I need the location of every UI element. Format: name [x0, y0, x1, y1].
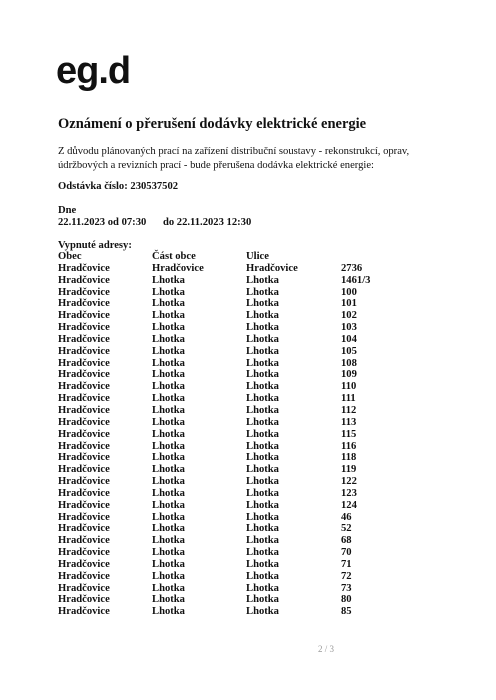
cell-ulice: Lhotka	[246, 535, 279, 547]
cell-cast-obce: Lhotka	[152, 416, 185, 428]
cell-cast-obce: Lhotka	[152, 322, 185, 334]
cell-obec: Hradčovice	[58, 298, 110, 310]
cell-ulice: Lhotka	[246, 570, 279, 582]
cell-cislo: 46	[341, 511, 352, 523]
cell-cast-obce: Lhotka	[152, 381, 185, 393]
cell-ulice: Lhotka	[246, 476, 279, 488]
cell-ulice: Lhotka	[246, 487, 279, 499]
cell-cislo: 73	[341, 582, 352, 594]
cell-ulice: Lhotka	[246, 499, 279, 511]
date-heading: Dne	[58, 205, 77, 216]
cell-ulice: Lhotka	[246, 416, 279, 428]
cell-ulice: Lhotka	[246, 333, 279, 345]
header-cast-obce: Část obce	[152, 251, 196, 262]
cell-ulice: Lhotka	[246, 558, 279, 570]
cell-cast-obce: Lhotka	[152, 535, 185, 547]
cell-obec: Hradčovice	[58, 499, 110, 511]
cell-ulice: Lhotka	[246, 582, 279, 594]
cell-cislo: 102	[341, 310, 357, 322]
cell-ulice: Lhotka	[246, 440, 279, 452]
cell-obec: Hradčovice	[58, 357, 110, 369]
cell-obec: Hradčovice	[58, 558, 110, 570]
cell-ulice: Lhotka	[246, 298, 279, 310]
cell-cislo: 119	[341, 464, 357, 476]
cell-ulice: Lhotka	[246, 594, 279, 606]
cell-cislo: 85	[341, 606, 352, 618]
cell-cast-obce: Lhotka	[152, 523, 185, 535]
cell-cislo: 115	[341, 428, 357, 440]
cell-cislo: 104	[341, 333, 357, 345]
cell-obec: Hradčovice	[58, 487, 110, 499]
document-title: Oznámení o přerušení dodávky elektrické energie	[58, 116, 367, 132]
page-number: 2 / 3	[318, 644, 335, 654]
cell-cast-obce: Lhotka	[152, 582, 185, 594]
cell-cislo: 72	[341, 570, 352, 582]
cell-cislo: 100	[341, 286, 357, 298]
cell-cast-obce: Lhotka	[152, 393, 185, 405]
cell-obec: Hradčovice	[58, 262, 110, 274]
header-ulice: Ulice	[246, 251, 269, 262]
cell-cislo: 101	[341, 298, 357, 310]
cell-cast-obce: Lhotka	[152, 606, 185, 618]
cell-cislo: 111	[341, 393, 356, 405]
cell-cast-obce: Lhotka	[152, 440, 185, 452]
cell-cislo: 112	[341, 404, 357, 416]
header-obec: Obec	[58, 251, 82, 262]
cell-obec: Hradčovice	[58, 322, 110, 334]
cell-cast-obce: Lhotka	[152, 357, 185, 369]
cell-cislo: 80	[341, 594, 352, 606]
cell-cislo: 116	[341, 440, 357, 452]
outage-from: 22.11.2023 od 07:30	[58, 217, 147, 228]
cell-cislo: 70	[341, 547, 352, 559]
cell-ulice: Lhotka	[246, 310, 279, 322]
cell-ulice: Lhotka	[246, 428, 279, 440]
addresses-heading: Vypnuté adresy:	[58, 240, 132, 251]
cell-cast-obce: Lhotka	[152, 310, 185, 322]
cell-cislo: 110	[341, 381, 357, 393]
cell-cislo: 122	[341, 476, 357, 488]
cell-cast-obce: Lhotka	[152, 464, 185, 476]
cell-cast-obce: Lhotka	[152, 558, 185, 570]
cell-obec: Hradčovice	[58, 404, 110, 416]
cell-cislo: 108	[341, 357, 357, 369]
cell-obec: Hradčovice	[58, 570, 110, 582]
cell-ulice: Lhotka	[246, 286, 279, 298]
cell-obec: Hradčovice	[58, 511, 110, 523]
cell-cast-obce: Lhotka	[152, 570, 185, 582]
cell-ulice: Lhotka	[246, 606, 279, 618]
cell-cislo: 124	[341, 499, 357, 511]
cell-obec: Hradčovice	[58, 582, 110, 594]
cell-ulice: Lhotka	[246, 381, 279, 393]
cell-cislo: 68	[341, 535, 352, 547]
intro-paragraph: Z důvodu plánovaných prací na zařízení distribuční soustavy - rekonstrukcí, oprav, údržbových a revizních prací - bude přerušena dodávka elektrické energie:	[58, 146, 410, 171]
cell-cislo: 113	[341, 416, 357, 428]
cell-ulice: Lhotka	[246, 393, 279, 405]
cell-cislo: 71	[341, 558, 352, 570]
cell-cast-obce: Lhotka	[152, 547, 185, 559]
cell-obec: Hradčovice	[58, 594, 110, 606]
cell-obec: Hradčovice	[58, 369, 110, 381]
cell-ulice: Lhotka	[246, 464, 279, 476]
outage-number: Odstávka číslo: 230537502	[58, 181, 179, 192]
cell-obec: Hradčovice	[58, 440, 110, 452]
cell-obec: Hradčovice	[58, 274, 110, 286]
cell-cast-obce: Lhotka	[152, 369, 185, 381]
cell-ulice: Lhotka	[246, 511, 279, 523]
cell-ulice: Lhotka	[246, 523, 279, 535]
cell-cislo: 123	[341, 487, 357, 499]
cell-obec: Hradčovice	[58, 416, 110, 428]
cell-cast-obce: Lhotka	[152, 452, 185, 464]
cell-cast-obce: Lhotka	[152, 298, 185, 310]
cell-cast-obce: Hradčovice	[152, 262, 204, 274]
cell-obec: Hradčovice	[58, 381, 110, 393]
cell-obec: Hradčovice	[58, 345, 110, 357]
cell-obec: Hradčovice	[58, 286, 110, 298]
cell-cast-obce: Lhotka	[152, 476, 185, 488]
cell-cast-obce: Lhotka	[152, 428, 185, 440]
cell-ulice: Lhotka	[246, 345, 279, 357]
cell-ulice: Lhotka	[246, 369, 279, 381]
cell-ulice: Lhotka	[246, 357, 279, 369]
cell-cislo: 118	[341, 452, 357, 464]
cell-cast-obce: Lhotka	[152, 286, 185, 298]
cell-obec: Hradčovice	[58, 547, 110, 559]
outage-time-range	[58, 217, 251, 228]
cell-ulice: Lhotka	[246, 547, 279, 559]
cell-cast-obce: Lhotka	[152, 333, 185, 345]
cell-ulice: Lhotka	[246, 322, 279, 334]
cell-obec: Hradčovice	[58, 428, 110, 440]
cell-cislo: 2736	[341, 262, 363, 274]
cell-cast-obce: Lhotka	[152, 274, 185, 286]
cell-cislo: 103	[341, 322, 357, 334]
cell-obec: Hradčovice	[58, 393, 110, 405]
cell-cast-obce: Lhotka	[152, 594, 185, 606]
cell-ulice: Lhotka	[246, 404, 279, 416]
cell-ulice: Hradčovice	[246, 262, 298, 274]
cell-cast-obce: Lhotka	[152, 404, 185, 416]
cell-ulice: Lhotka	[246, 452, 279, 464]
cell-cast-obce: Lhotka	[152, 499, 185, 511]
egd-logo: eg.d	[56, 50, 131, 92]
cell-cislo: 1461/3	[341, 274, 371, 286]
outage-to: do 22.11.2023 12:30	[162, 217, 252, 228]
cell-cislo: 52	[341, 523, 352, 535]
cell-obec: Hradčovice	[58, 310, 110, 322]
cell-cislo: 109	[341, 369, 357, 381]
cell-obec: Hradčovice	[58, 464, 110, 476]
cell-cast-obce: Lhotka	[152, 345, 185, 357]
cell-obec: Hradčovice	[58, 452, 110, 464]
cell-ulice: Lhotka	[246, 274, 279, 286]
cell-cast-obce: Lhotka	[152, 487, 185, 499]
cell-obec: Hradčovice	[58, 523, 110, 535]
cell-obec: Hradčovice	[58, 476, 110, 488]
cell-cislo: 105	[341, 345, 357, 357]
cell-obec: Hradčovice	[58, 606, 110, 618]
cell-cast-obce: Lhotka	[152, 511, 185, 523]
cell-obec: Hradčovice	[58, 535, 110, 547]
cell-obec: Hradčovice	[58, 333, 110, 345]
